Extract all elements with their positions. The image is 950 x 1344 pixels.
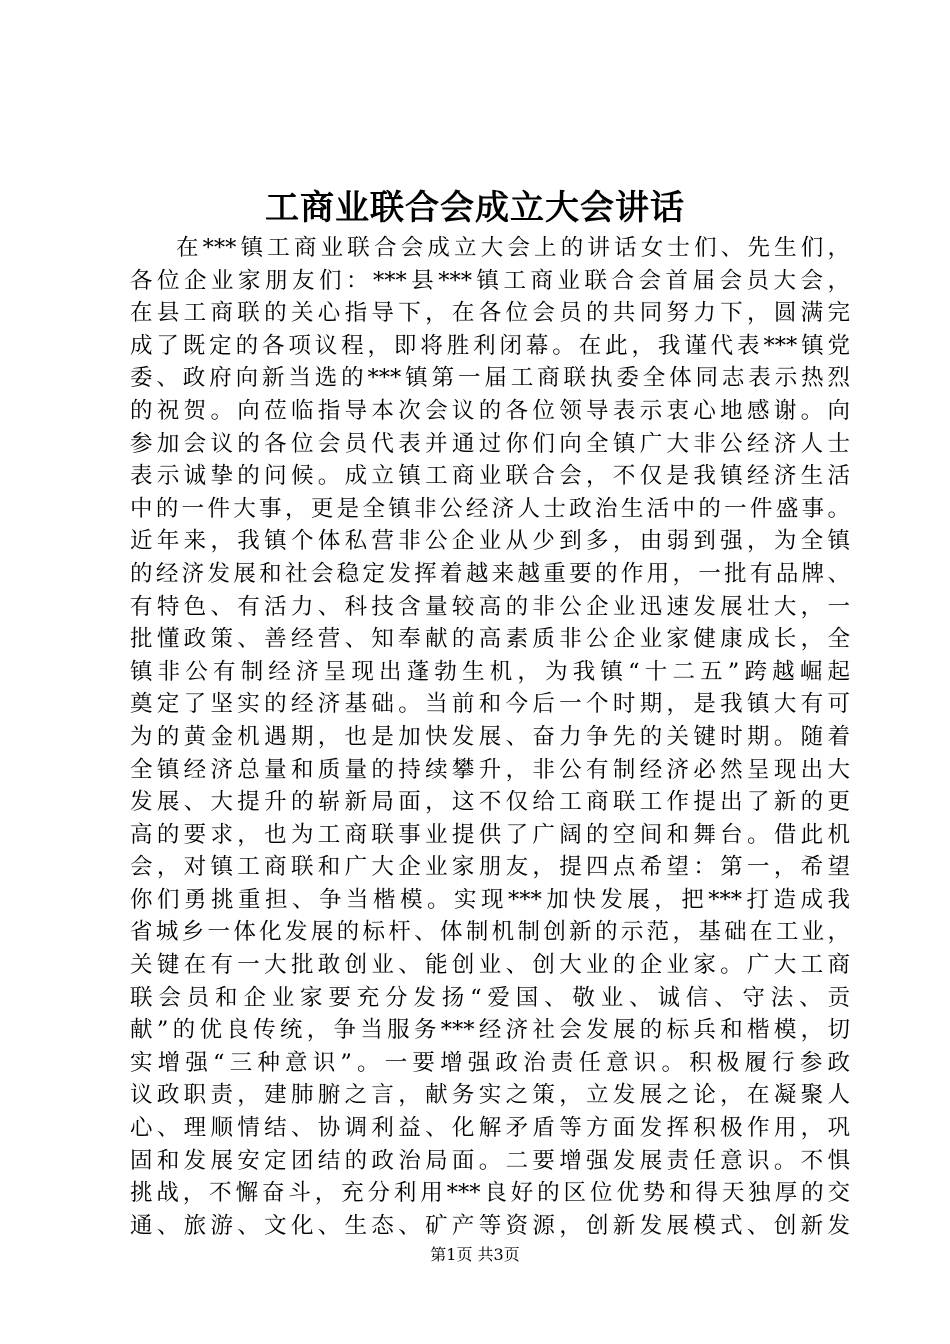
body-line: 奠定了坚实的经济基础。当前和今后一个时期，是我镇大有可 [130, 691, 850, 718]
page-number: 第1页 共3页 [430, 1245, 520, 1264]
body-line: 各位企业家朋友们：***县***镇工商业联合会首届会员大会， [130, 267, 850, 294]
body-line: 省城乡一体化发展的标杆、体制机制创新的示范，基础在工业， [130, 919, 850, 946]
body-line: 在县工商联的关心指导下，在各位会员的共同努力下，圆满完 [130, 300, 850, 327]
body-line: 的经济发展和社会稳定发挥着越来越重要的作用，一批有品牌、 [130, 560, 850, 587]
body-line: 镇非公有制经济呈现出蓬勃生机，为我镇“十二五”跨越崛起 [130, 658, 850, 685]
body-line: 献”的优良传统，争当服务***经济社会发展的标兵和楷模，切 [130, 1017, 850, 1044]
document-title: 工商业联合会成立大会讲话 [265, 188, 685, 228]
body-line: 固和发展安定团结的政治局面。二要增强发展责任意识。不惧 [130, 1147, 850, 1174]
body-line: 成了既定的各项议程，即将胜利闭幕。在此，我谨代表***镇党 [130, 332, 850, 359]
body-line: 关键在有一大批敢创业、能创业、创大业的企业家。广大工商 [130, 952, 850, 979]
body-line: 近年来，我镇个体私营非公企业从少到多，由弱到强，为全镇 [130, 528, 850, 555]
page-footer [0, 1243, 950, 1267]
body-line: 你们勇挑重担、争当楷模。实现***加快发展，把***打造成我 [130, 886, 850, 913]
body-line: 通、旅游、文化、生态、矿产等资源，创新发展模式、创新发 [130, 1212, 850, 1239]
body-line: 实增强“三种意识”。一要增强政治责任意识。积极履行参政 [130, 1049, 850, 1076]
body-line: 会，对镇工商联和广大企业家朋友，提四点希望：第一，希望 [130, 854, 850, 881]
body-line: 高的要求，也为工商联事业提供了广阔的空间和舞台。借此机 [130, 821, 850, 848]
body-line: 参加会议的各位会员代表并通过你们向全镇广大非公经济人士 [130, 430, 850, 457]
body-line: 发展、大提升的崭新局面，这不仅给工商联工作提出了新的更 [130, 789, 850, 816]
body-line: 联会员和企业家要充分发扬“爱国、敬业、诚信、守法、贡 [130, 984, 850, 1011]
body-line: 有特色、有活力、科技含量较高的非公企业迅速发展壮大，一 [130, 593, 850, 620]
body-line: 为的黄金机遇期，也是加快发展、奋力争先的关键时期。随着 [130, 723, 850, 750]
body-line: 在***镇工商业联合会成立大会上的讲话女士们、先生们， [176, 235, 850, 261]
body-line: 委、政府向新当选的***镇第一届工商联执委全体同志表示热烈 [130, 365, 850, 392]
body-line: 议政职责，建肺腑之言，献务实之策，立发展之论，在凝聚人 [130, 1082, 850, 1109]
body-line: 挑战，不懈奋斗，充分利用***良好的区位优势和得天独厚的交 [130, 1180, 850, 1207]
body-line: 表示诚挚的问候。成立镇工商业联合会，不仅是我镇经济生活 [130, 463, 850, 490]
body-line: 中的一件大事，更是全镇非公经济人士政治生活中的一件盛事。 [130, 495, 850, 522]
body-line: 心、理顺情结、协调利益、化解矛盾等方面发挥积极作用，巩 [130, 1115, 850, 1142]
body-line: 的祝贺。向莅临指导本次会议的各位领导表示衷心地感谢。向 [130, 397, 850, 424]
body-line: 批懂政策、善经营、知奉献的高素质非公企业家健康成长，全 [130, 626, 850, 653]
document-body [130, 232, 850, 1242]
body-line: 全镇经济总量和质量的持续攀升，非公有制经济必然呈现出大 [130, 756, 850, 783]
